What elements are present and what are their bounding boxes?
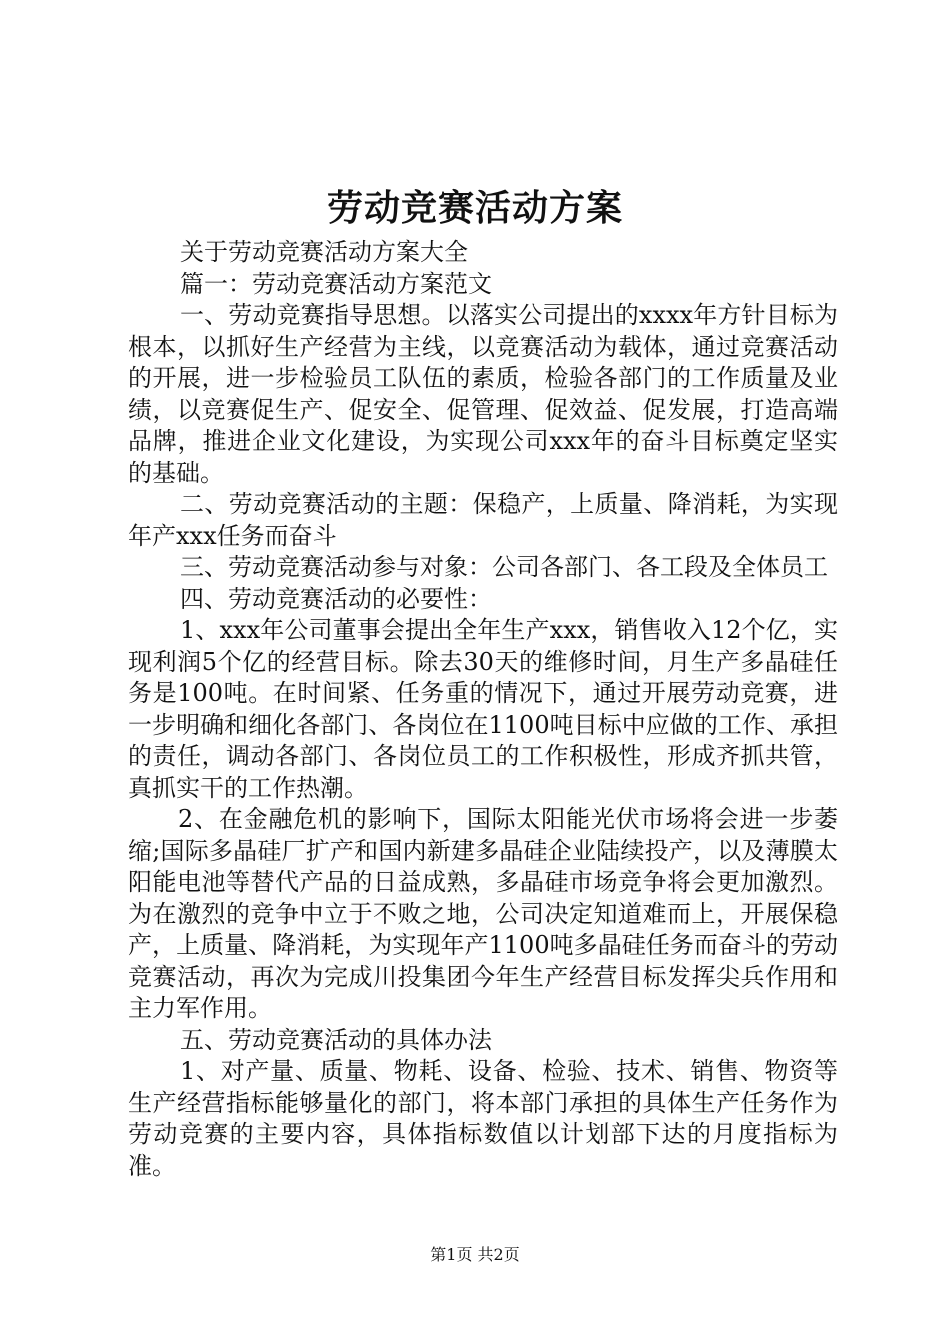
page-title: 劳动竞赛活动方案 bbox=[326, 187, 623, 229]
document-body bbox=[128, 237, 838, 1182]
paragraph-necessity-2: 2、在金融危机的影响下，国际太阳能光伏市场将会进一步萎缩;国际多晶硅厂扩产和国内新建多晶硅企业陆续投产，以及薄膜太阳能电池等替代产品的日益成熟，多晶硅市场竞争将会更加激烈。为在激烈的竞争中立于不败之地，公司决定知道难而上，开展保稳产，上质量、降消耗，为实现年产1100吨多晶硅任务而奋斗的劳动竞赛活动，再次为完成川投集团今年生产经营目标发挥尖兵作用和主力军作用。 bbox=[128, 805, 838, 1022]
paragraph-necessity-heading: 四、劳动竞赛活动的必要性： bbox=[180, 584, 492, 613]
paragraph-methods-heading: 五、劳动竞赛活动的具体办法 bbox=[180, 1025, 492, 1054]
paragraph-necessity-1: 1、xxx年公司董事会提出全年生产xxx，销售收入12个亿，实现利润5个亿的经营目标。除去30天的维修时间，月生产多晶硅任务是100吨。在时间紧、任务重的情况下，通过开展劳动竞赛，进一步明确和细化各部门、各岗位在1100吨目标中应做的工作、承担的责任，调动各部门、各岗位员工的工作积极性，形成齐抓共管，真抓实干的工作热潮。 bbox=[128, 616, 838, 802]
paragraph-theme: 二、劳动竞赛活动的主题：保稳产，上质量、降消耗，为实现年产xxx任务而奋斗 bbox=[128, 490, 838, 550]
paragraph-methods-1: 1、对产量、质量、物耗、设备、检验、技术、销售、物资等生产经营指标能够量化的部门，将本部门承担的具体生产任务作为劳动竞赛的主要内容，具体指标数值以计划部下达的月度指标为准。 bbox=[128, 1057, 838, 1180]
paragraph-participants: 三、劳动竞赛活动参与对象：公司各部门、各工段及全体员工 bbox=[180, 553, 828, 581]
paragraph-guiding-ideology: 一、劳动竞赛指导思想。以落实公司提出的xxxx年方针目标为根本，以抓好生产经营为主线，以竞赛活动为载体，通过竞赛活动的开展，进一步检验员工队伍的素质，检验各部门的工作质量及业绩，以竞赛促生产、促安全、促管理、促效益、促发展，打造高端品牌，推进企业文化建设，为实现公司xxx年的奋斗目标奠定坚实的基础。 bbox=[128, 301, 838, 487]
paragraph-heading-collection: 关于劳动竞赛活动方案大全 bbox=[180, 238, 468, 266]
paragraph-heading-part-one: 篇一：劳动竞赛活动方案范文 bbox=[180, 269, 492, 298]
page-footer: 第1页 共2页 bbox=[430, 1245, 520, 1264]
